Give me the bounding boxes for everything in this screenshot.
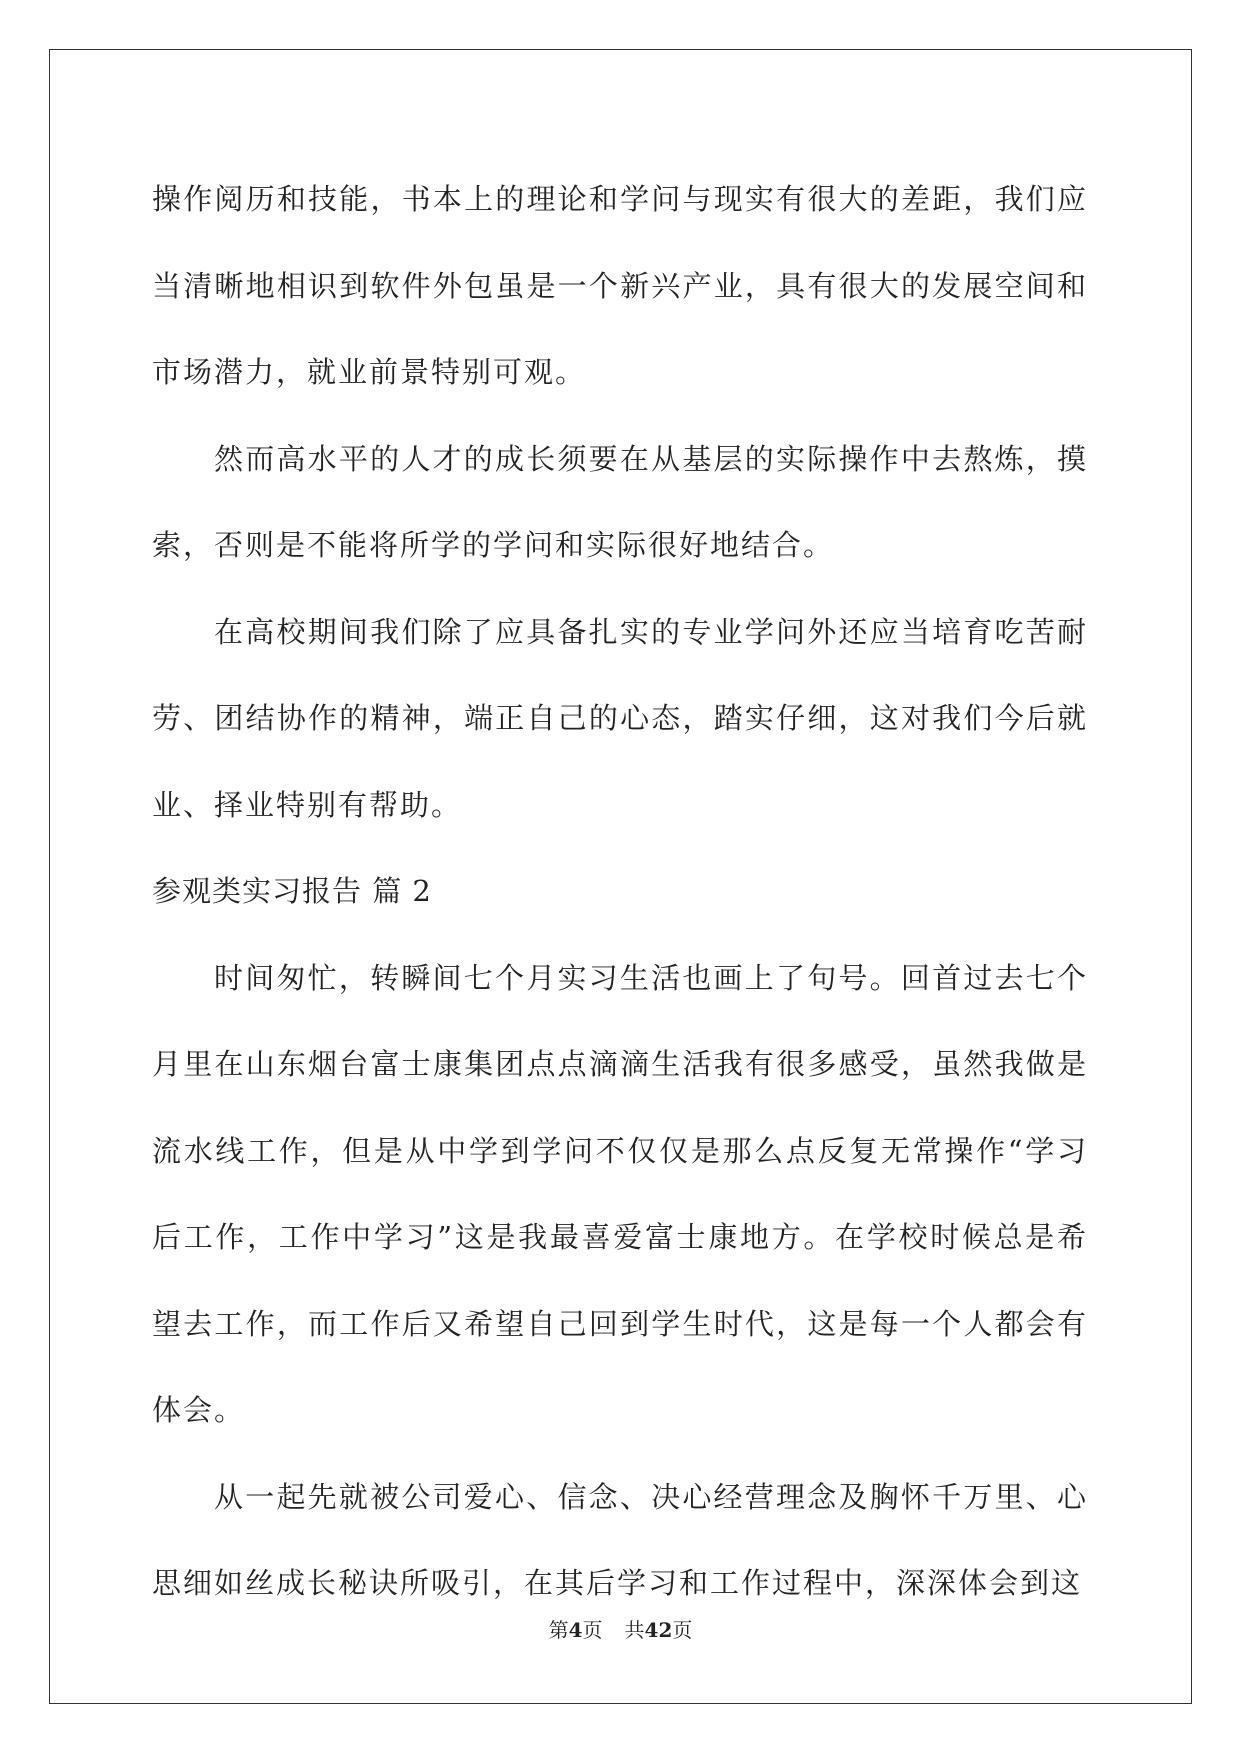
body-paragraph: 时间匆忙，转瞬间七个月实习生活也画上了句号。回首过去七个月里在山东烟台富士康集团点点滴滴生活我有很多感受，虽然我做是流水线工作，但是从中学到学问不仅仅是那么点反复无常操作“学习后工作，工作中学习”这是我最喜爱富士康地方。在学校时候总是希望去工作，而工作后又希望自己回到学生时代，这是每一个人都会有体会。 <box>152 960 1088 1427</box>
body-paragraph: 从一起先就被公司爱心、信念、决心经营理念及胸怀千万里、心思细如丝成长秘诀所吸引，在其后学习和工作过程中，深深体会到这 <box>152 1479 1088 1600</box>
footer-total-prefix: 共 <box>624 1618 645 1642</box>
section-heading: 参观类实习报告 篇 2 <box>152 874 432 908</box>
footer-total-pages: 42 <box>644 1618 673 1642</box>
footer-page-unit: 页 <box>582 1618 603 1642</box>
page-footer <box>0 1614 1241 1643</box>
document-body <box>152 156 1088 1627</box>
body-paragraph: 在高校期间我们除了应具备扎实的专业学问外还应当培育吃苦耐劳、团结协作的精神，端正自己的心态，踏实仔细，这对我们今后就业、择业特别有帮助。 <box>152 614 1088 822</box>
footer-total-unit: 页 <box>672 1618 693 1642</box>
footer-current-page: 4 <box>568 1618 583 1642</box>
footer-prefix: 第 <box>548 1618 569 1642</box>
body-paragraph: 操作阅历和技能，书本上的理论和学问与现实有很大的差距，我们应当清晰地相识到软件外包虽是一个新兴产业，具有很大的发展空间和市场潜力，就业前景特别可观。 <box>152 182 1088 389</box>
body-paragraph: 然而高水平的人才的成长须要在从基层的实际操作中去熬炼，摸索，否则是不能将所学的学问和实际很好地结合。 <box>152 441 1088 562</box>
